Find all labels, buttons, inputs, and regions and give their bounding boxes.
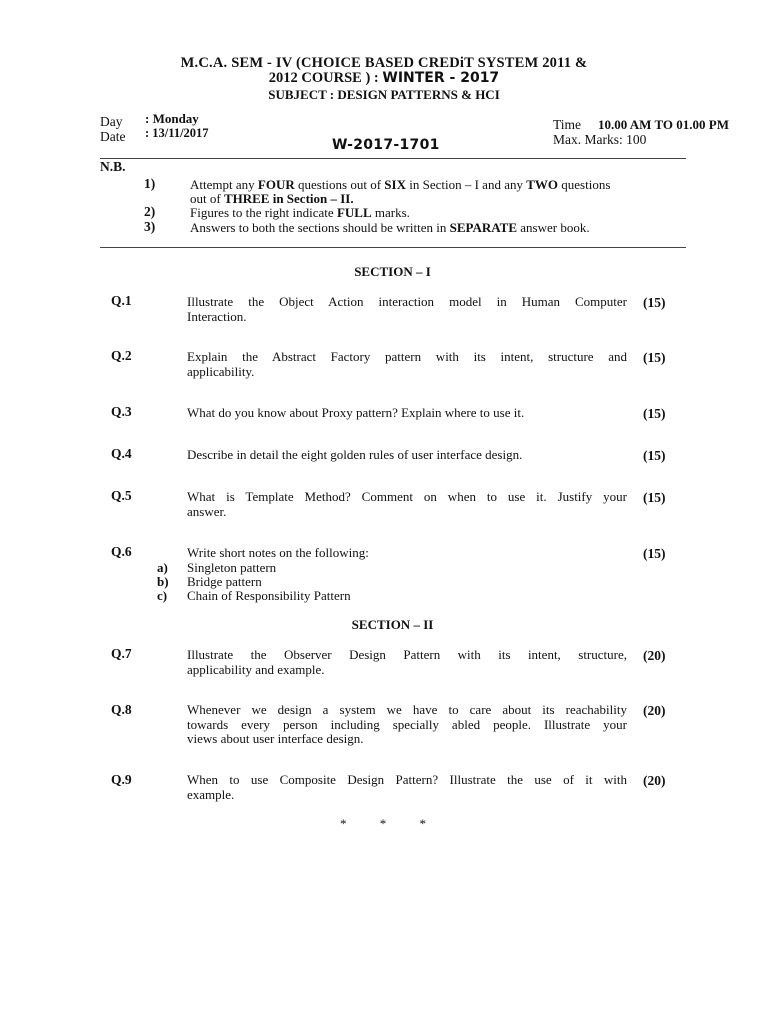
paper-code: W-2017-1701 (332, 137, 440, 153)
question-marks: (15) (643, 406, 666, 421)
question-number: Q.1 (111, 293, 132, 308)
day-label: Day (100, 114, 123, 129)
date-value: : 13/11/2017 (145, 126, 209, 140)
nb-emphasis: THREE (223, 191, 270, 206)
question-line: Illustrate the Object Action interaction model in Human Computer (187, 294, 627, 309)
end-marker: * * * (340, 816, 426, 831)
question-text (187, 350, 627, 379)
question-number: Q.4 (111, 446, 132, 461)
question-number: Q.6 (111, 544, 132, 559)
question-text (187, 448, 627, 463)
date-label: Date (100, 129, 126, 144)
nb-label: N.B. (100, 159, 126, 174)
question-line: What do you know about Proxy pattern? Explain where to use it. (187, 405, 525, 420)
nb-text: in Section – I and any (405, 177, 527, 192)
question-text (187, 295, 627, 324)
question-number: Q.7 (111, 646, 132, 661)
nb-text: Answers to both the sections should be written in (190, 220, 450, 235)
nb-item-number: 2) (144, 204, 156, 219)
question-marks: (15) (643, 546, 666, 561)
question-line: When to use Composite Design Pattern? Illustrate the use of it with (187, 772, 627, 787)
nb-item-1-line2 (190, 191, 354, 206)
top-divider (100, 158, 686, 159)
nb-item-2 (190, 205, 410, 220)
nb-text: Attempt any (190, 177, 258, 192)
sub-question-label: a) (157, 560, 168, 575)
nb-text: answer book. (517, 220, 590, 235)
section-2-heading: SECTION – II (351, 617, 434, 632)
question-line: answer. (187, 503, 227, 519)
question-line: applicability. (187, 363, 255, 379)
nb-item-1-line1 (190, 177, 610, 192)
question-text (187, 406, 627, 421)
question-number: Q.9 (111, 772, 132, 787)
nb-emphasis: FOUR (257, 177, 295, 192)
max-marks: Max. Marks: 100 (553, 132, 647, 147)
nb-divider (100, 247, 686, 248)
question-line: towards every person including specially abled people. Illustrate your (187, 716, 627, 732)
question-line: Interaction. (187, 308, 247, 324)
question-line: example. (187, 786, 235, 802)
question-line: Illustrate the Observer Design Pattern with its intent, structure, (187, 647, 627, 662)
question-line: Whenever we design a system we have to care about its reachability (187, 702, 627, 717)
time-value: 10.00 AM TO 01.00 PM (598, 117, 729, 132)
question-line: applicability and example. (187, 661, 325, 677)
question-line: Write short notes on the following: (187, 545, 369, 560)
question-line: Describe in detail the eight golden rules of user interface design. (187, 447, 523, 462)
question-line: views about user interface design. (187, 731, 364, 746)
nb-item-3 (190, 220, 590, 235)
question-marks: (15) (643, 350, 666, 365)
question-line: Explain the Abstract Factory pattern with its intent, structure and (187, 349, 627, 364)
nb-text: out of (190, 191, 224, 206)
nb-emphasis: FULL (336, 205, 372, 220)
question-number: Q.2 (111, 348, 132, 363)
day-value: : Monday (145, 111, 199, 126)
question-line: What is Template Method? Comment on when to use it. Justify your (187, 489, 627, 504)
question-marks: (15) (643, 490, 666, 505)
sub-question-text: Bridge pattern (187, 574, 262, 589)
sub-question-label: b) (157, 574, 169, 589)
nb-text: Figures to the right indicate (190, 205, 337, 220)
nb-text: questions out of (294, 177, 385, 192)
question-text (187, 648, 627, 677)
question-text (187, 773, 627, 802)
question-marks: (20) (643, 648, 666, 663)
subject-line: SUBJECT : DESIGN PATTERNS & HCI (268, 87, 500, 102)
question-text (187, 546, 627, 561)
nb-item-number: 1) (144, 176, 156, 191)
nb-item-number: 3) (144, 219, 156, 234)
sub-question-label: c) (157, 588, 168, 603)
question-text (187, 703, 627, 747)
time-label: Time (553, 117, 582, 132)
question-text (187, 490, 627, 519)
question-number: Q.8 (111, 702, 132, 717)
question-marks: (20) (643, 773, 666, 788)
nb-emphasis: TWO (526, 177, 559, 192)
question-number: Q.3 (111, 404, 132, 419)
question-marks: (15) (643, 295, 666, 310)
nb-text: marks. (371, 205, 410, 220)
course-text: 2012 COURSE ) : (268, 70, 383, 86)
section-1-heading: SECTION – I (354, 264, 431, 279)
nb-emphasis: SEPARATE (449, 220, 518, 235)
exam-title-line2 (0, 70, 768, 87)
question-number: Q.5 (111, 488, 132, 503)
nb-emphasis: in Section – II. (269, 191, 354, 206)
sub-question-text: Singleton pattern (187, 560, 277, 575)
nb-emphasis: SIX (384, 177, 406, 192)
nb-text: questions (558, 177, 611, 192)
exam-title-line1: M.C.A. SEM - IV (CHOICE BASED CREDiT SYSTEM 2011 & (180, 55, 588, 71)
question-marks: (15) (643, 448, 666, 463)
sub-question-text: Chain of Responsibility Pattern (187, 588, 351, 603)
session-text: WINTER - 2017 (382, 70, 500, 86)
question-marks: (20) (643, 703, 666, 718)
